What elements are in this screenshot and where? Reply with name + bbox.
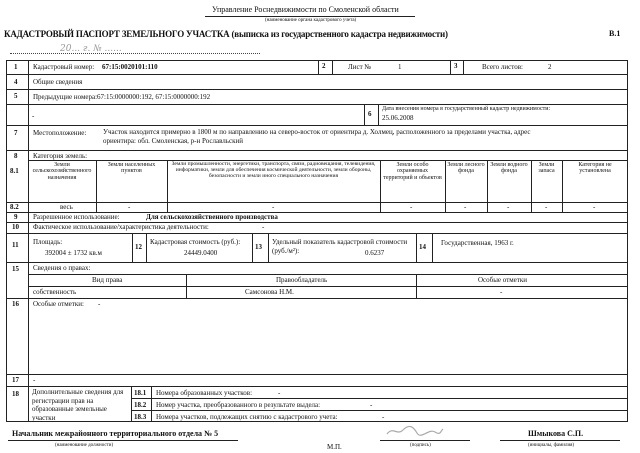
- industry-share-value: -: [272, 203, 275, 211]
- row-17-value: -: [33, 376, 36, 384]
- row-line: [6, 374, 628, 375]
- rights-label: Сведения о правах:: [33, 264, 91, 272]
- row-line: [6, 150, 628, 151]
- cell-line: [364, 104, 365, 125]
- row-10-number: 10: [12, 223, 19, 231]
- category-water: Земли водного фонда: [490, 162, 528, 175]
- water-share-value: -: [507, 203, 510, 211]
- cell-line: [151, 386, 152, 422]
- row-18-3-number: 18.3: [134, 413, 147, 421]
- row-line: [28, 286, 628, 287]
- position-note: (наименование должности): [55, 443, 114, 448]
- row-11-number: 11: [12, 241, 19, 249]
- cell-line: [380, 160, 381, 212]
- form-code: В.1: [609, 29, 621, 38]
- row-9-number: 9: [14, 213, 18, 221]
- right-notes-value: -: [500, 288, 503, 296]
- cell-line: [562, 160, 563, 212]
- cell-line: [463, 60, 464, 74]
- agency-note: (наименование органа кадастрового учета): [265, 18, 357, 23]
- signature-note: (подпись): [410, 443, 431, 448]
- formed-parcels-value: -: [278, 389, 281, 397]
- cadastral-value-label: Кадастровая стоимость (руб.):: [150, 238, 241, 246]
- registration-date-label: Дата внесения номера в государственный кадастр недвижимости:: [382, 106, 551, 112]
- location-value: Участок находится примерно в 1800 м по направлению на северо-восток от ориентира д. Холмец, расположенного за пределами участка, адрес ориентира: обл. Смоленская, р-н Рославльский: [103, 128, 531, 145]
- row-7-number: 7: [14, 129, 18, 137]
- row-line: [131, 398, 628, 399]
- row-line: [6, 298, 628, 299]
- row-line: [6, 202, 628, 203]
- location-label: Местоположение:: [33, 129, 87, 137]
- specific-value: 0.6237: [365, 249, 385, 257]
- row-8-number: 8: [14, 152, 18, 160]
- cadastral-number-value: 67:15:0020101:110: [102, 63, 158, 71]
- area-value: 392004 ± 1732 кв.м: [45, 249, 102, 257]
- row-5-dash: -: [32, 112, 35, 120]
- row-line: [6, 262, 628, 263]
- name-underline: [500, 440, 620, 441]
- row-5-number: 5: [14, 92, 18, 100]
- row-line: [6, 74, 628, 75]
- total-sheets-label: Всего листов:: [482, 63, 523, 71]
- category-settlements: Земли населенных пунктов: [107, 162, 156, 175]
- row-13-number: 13: [255, 243, 262, 251]
- row-line: [28, 274, 628, 275]
- area-label: Площадь:: [33, 238, 63, 246]
- protected-share-value: -: [410, 203, 413, 211]
- cell-line: [186, 274, 187, 298]
- special-notes-value: -: [98, 300, 101, 308]
- row-16-number: 16: [12, 300, 19, 308]
- specific-value-label: Удельный показатель кадастровой стоимости (руб./м²):: [272, 238, 408, 255]
- cell-line: [131, 386, 132, 422]
- row-8-2-number: 8.2: [10, 203, 19, 211]
- special-notes-label: Особые отметки:: [33, 300, 84, 308]
- signature: [385, 424, 445, 438]
- transformed-parcel-label: Номер участка, преобразованного в результате выдела:: [156, 401, 321, 409]
- row-line: [131, 410, 628, 411]
- right-holder-value: Самсонова Н.М.: [245, 288, 294, 296]
- category-agricultural: Земли сельскохозяйственного назначения: [32, 162, 92, 181]
- cadastral-number-label: Кадастровый номер:: [33, 63, 95, 71]
- row-12-number: 12: [135, 243, 142, 251]
- cell-line: [146, 233, 147, 262]
- reserve-share-value: -: [545, 203, 548, 211]
- general-info-label: Общие сведения: [33, 78, 83, 86]
- previous-numbers-value: 67:15:0000000:192, 67:15:0000000:192: [97, 93, 211, 101]
- cell-line: [96, 160, 97, 212]
- official-name: Шмыкова С.П.: [528, 429, 584, 438]
- right-holder-header: Правообладатель: [276, 276, 328, 284]
- category-protected: Земли особо охраняемых территорий и объектов: [383, 162, 442, 181]
- actual-use-value: -: [262, 223, 265, 231]
- cell-line: [445, 160, 446, 212]
- formed-parcels-label: Номера образованных участков:: [156, 389, 253, 397]
- row-18-number: 18: [12, 390, 19, 398]
- category-industry: Земли промышленности, энергетики, транспорта, связи, радиовещания, телевидения, информатики, земли для обеспечения космической деятельности, земли обороны, безопасности и земли иного специального назначения: [171, 161, 376, 179]
- not-set-share-value: -: [593, 203, 596, 211]
- row-3-number: 3: [454, 62, 458, 70]
- actual-use-label: Фактическое использование/характеристика деятельности:: [33, 223, 209, 231]
- right-type-value: собственность: [33, 288, 77, 296]
- row-line: [6, 125, 628, 126]
- official-position: Начальник межрайонного территориального отдела № 5: [12, 429, 219, 438]
- date-underline: [10, 53, 260, 54]
- cell-line: [252, 233, 253, 262]
- ownership-value: Государственная, 1963 г.: [441, 239, 514, 247]
- sheet-label: Лист №: [348, 63, 372, 71]
- row-line: [6, 233, 628, 234]
- category-forest: Земли лесного фонда: [447, 162, 485, 175]
- row-2-number: 2: [322, 62, 326, 70]
- row-17-number: 17: [12, 376, 19, 384]
- removed-parcels-value: -: [382, 413, 385, 421]
- total-sheets-value: 2: [548, 63, 552, 71]
- agricultural-share-value: весь: [60, 203, 73, 211]
- document-title: КАДАСТРОВЫЙ ПАСПОРТ ЗЕМЕЛЬНОГО УЧАСТКА (выписка из государственного кадастра недвижимости): [4, 29, 448, 39]
- cell-line: [132, 233, 133, 262]
- transformed-parcel-value: -: [370, 401, 373, 409]
- date-number-line: 20... г. № ......: [60, 44, 122, 54]
- cell-line: [268, 233, 269, 262]
- row-18-2-number: 18.2: [134, 401, 147, 409]
- cell-line: [531, 160, 532, 212]
- previous-numbers-label: Предыдущие номера:: [33, 93, 98, 101]
- row-line: [6, 386, 628, 387]
- stamp-label: М.П.: [327, 443, 342, 451]
- position-underline: [8, 440, 238, 441]
- cadastral-value: 24449.0400: [184, 249, 218, 257]
- cell-line: [416, 233, 417, 262]
- right-notes-header: Особые отметки: [478, 276, 527, 284]
- forest-share-value: -: [464, 203, 467, 211]
- number-column-line: [28, 60, 29, 422]
- removed-parcels-label: Номера участков, подлежащих снятию с кадастрового учета:: [156, 413, 338, 421]
- cell-line: [432, 233, 433, 262]
- row-line: [6, 104, 628, 105]
- signature-line: [380, 440, 470, 441]
- category-not-set: Категория не установлена: [578, 162, 612, 175]
- additional-info-label: Дополнительные сведения для регистрации прав на образованные земельные участки: [32, 388, 124, 422]
- agency-underline: [205, 16, 415, 17]
- permitted-use-value: Для сельскохозяйственного производства: [146, 213, 278, 221]
- sheet-value: 1: [398, 63, 402, 71]
- right-type-header: Вид права: [92, 276, 123, 284]
- land-category-label: Категория земель:: [33, 152, 88, 160]
- cell-line: [167, 160, 168, 212]
- cell-line: [450, 60, 451, 74]
- row-4-number: 4: [14, 78, 18, 86]
- row-18-1-number: 18.1: [134, 389, 147, 397]
- category-reserve: Земли запаса: [538, 162, 555, 175]
- settlements-share-value: -: [128, 203, 131, 211]
- cell-line: [416, 274, 417, 298]
- row-6-number: 6: [368, 110, 372, 118]
- row-14-number: 14: [419, 243, 426, 251]
- cell-line: [487, 160, 488, 212]
- row-line: [6, 89, 628, 90]
- permitted-use-label: Разрешенное использование:: [33, 213, 120, 221]
- row-1-number: 1: [14, 63, 18, 71]
- cell-line: [378, 104, 379, 125]
- cell-line: [332, 60, 333, 74]
- name-note: (инициалы, фамилия): [528, 443, 575, 448]
- registration-date-value: 25.06.2008: [382, 114, 414, 122]
- agency-name: Управление Роснедвижимости по Смоленской области: [212, 5, 399, 14]
- row-8-1-number: 8.1: [10, 167, 19, 175]
- cell-line: [318, 60, 319, 74]
- row-15-number: 15: [12, 265, 19, 273]
